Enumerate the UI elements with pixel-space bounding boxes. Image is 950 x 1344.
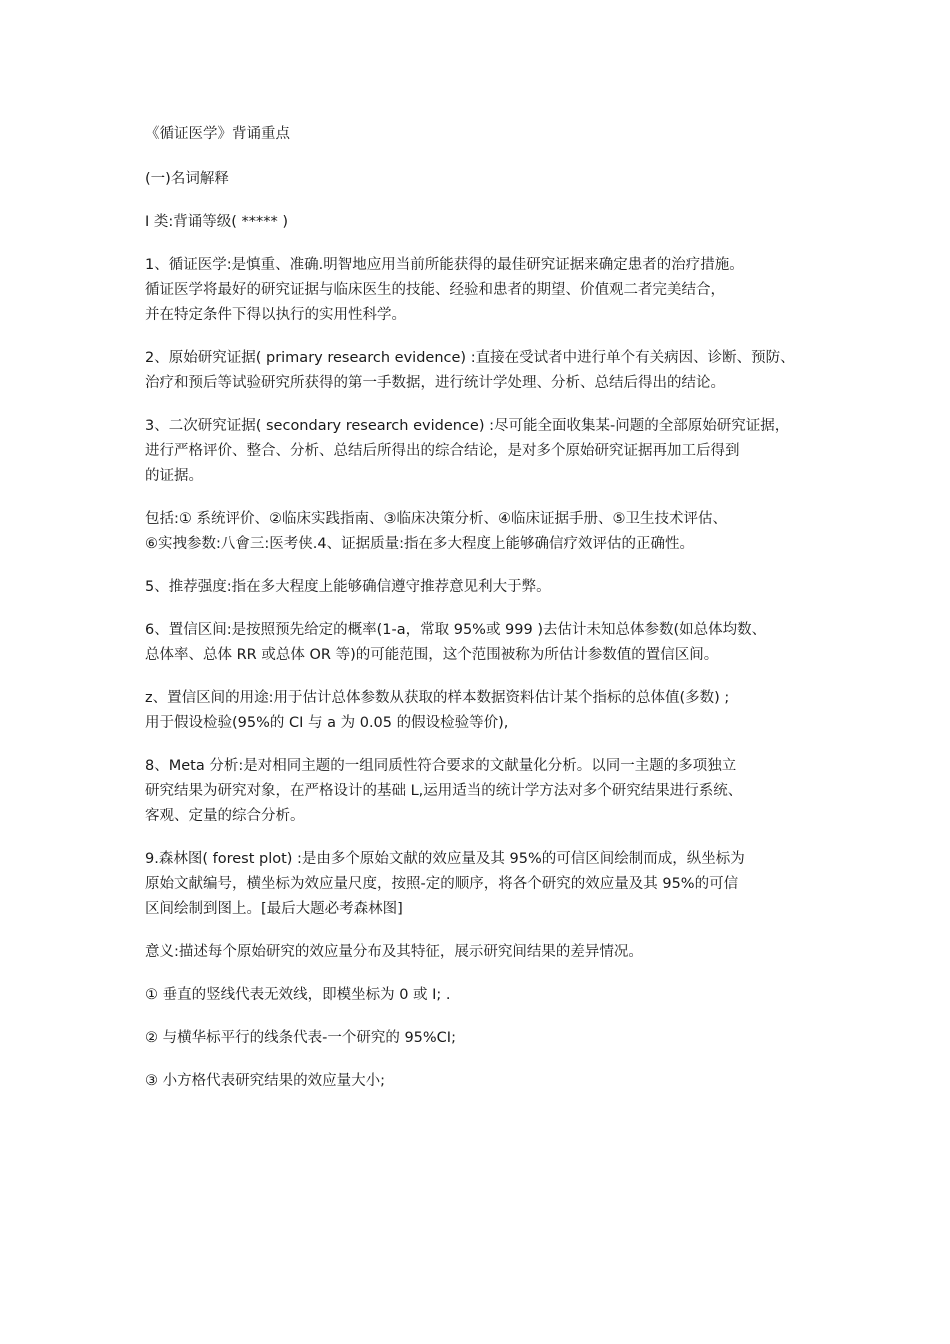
paragraph-line: ③ 小方格代表研究结果的效应量大小; <box>145 1073 385 1089</box>
paragraph-line: 2、原始研究证据( primary research evidence) :直接在受试者中进行单个有关病因、诊断、预防、 <box>145 350 795 366</box>
paragraph-1 <box>145 253 825 328</box>
paragraph-line: 总体率、总体 RR 或总体 OR 等)的可能范围，这个范围被称为所估计参数值的置信区间。 <box>145 647 719 663</box>
paragraph-3 <box>145 414 825 489</box>
forest-plot-item-1 <box>145 983 825 1008</box>
paragraph-7 <box>145 686 825 736</box>
paragraph-line: 的证据。 <box>145 468 203 484</box>
paragraph-line: 包括:① 系统评价、②临床实践指南、③临床决策分析、④临床证据手册、⑤卫生技术评估、 <box>145 511 727 527</box>
paragraph-line: 用于假设检验(95%的 CI 与 a 为 0.05 的假设检验等价), <box>145 715 509 731</box>
paragraph-6 <box>145 618 825 668</box>
document-body <box>145 122 825 1112</box>
paragraph-line: 原始文献编号，横坐标为效应量尺度，按照-定的顺序，将各个研究的效应量及其 95%的可信 <box>145 876 739 892</box>
paragraph-line: 并在特定条件下得以执行的实用性科学。 <box>145 307 406 323</box>
paragraph-line: 意义:描述每个原始研究的效应量分布及其特征，展示研究间结果的差异情况。 <box>145 944 643 960</box>
paragraph-line: ② 与横华标平行的线条代表-一个研究的 95%CI; <box>145 1030 456 1046</box>
paragraph-5 <box>145 575 825 600</box>
paragraph-line: 9.森林图( forest plot) :是由多个原始文献的效应量及其 95%的可信区间绘制而成，纵坐标为 <box>145 851 745 867</box>
paragraph-line: 8、Meta 分析:是对相同主题的一组同质性符合要求的文献量化分析。以同一主题的多项独立 <box>145 758 737 774</box>
paragraph-line: 研究结果为研究对象，在严格设计的基础 L,运用适当的统计学方法对多个研究结果进行系统、 <box>145 783 743 799</box>
paragraph-line: 循证医学将最好的研究证据与临床医生的技能、经验和患者的期望、价值观二者完美结合， <box>145 282 725 298</box>
paragraph-line: 1、循证医学:是慎重、准确.明智地应用当前所能获得的最佳研究证据来确定患者的治疗措施。 <box>145 257 744 273</box>
paragraph-line: 治疗和预后等试验研究所获得的第一手数据，进行统计学处理、分析、总结后得出的结论。 <box>145 375 725 391</box>
paragraph-line: 进行严格评价、整合、分析、总结后所得出的综合结论，是对多个原始研究证据再加工后得到 <box>145 443 740 459</box>
paragraph-2 <box>145 346 825 396</box>
paragraph-line: 5、推荐强度:指在多大程度上能够确信遵守推荐意见利大于弊。 <box>145 579 551 595</box>
paragraph-line: 6、置信区间:是按照预先给定的概率(1-a，常取 95%或 999 )去估计未知总体参数(如总体均数、 <box>145 622 767 638</box>
paragraph-line: z、置信区间的用途:用于估计总体参数从获取的样本数据资料估计某个指标的总体值(多数) ; <box>145 690 730 706</box>
paragraph-includes <box>145 507 825 557</box>
recitation-level: I 类:背诵等级( ***** ) <box>145 214 289 230</box>
paragraph-line: ⑥实拽参数:八會三:医考侠.4、证据质量:指在多大程度上能够确信疗效评估的正确性。 <box>145 536 694 552</box>
paragraph-line: ① 垂直的竖线代表无效线，即模坐标为 0 或 I; . <box>145 987 451 1003</box>
paragraph-line: 区间绘制到图上。[最后大题必考森林图] <box>145 901 403 917</box>
paragraph-8 <box>145 754 825 829</box>
section-heading: (一)名词解释 <box>145 171 229 187</box>
paragraph-line: 客观、定量的综合分析。 <box>145 808 305 824</box>
document-title: 《循证医学》背诵重点 <box>145 126 290 142</box>
forest-plot-item-2 <box>145 1026 825 1051</box>
forest-plot-item-3 <box>145 1069 825 1094</box>
paragraph-line: 3、二次研究证据( secondary research evidence) :尽可能全面收集某-问题的全部原始研究证据， <box>145 418 790 434</box>
paragraph-meaning <box>145 940 825 965</box>
paragraph-9 <box>145 847 825 922</box>
